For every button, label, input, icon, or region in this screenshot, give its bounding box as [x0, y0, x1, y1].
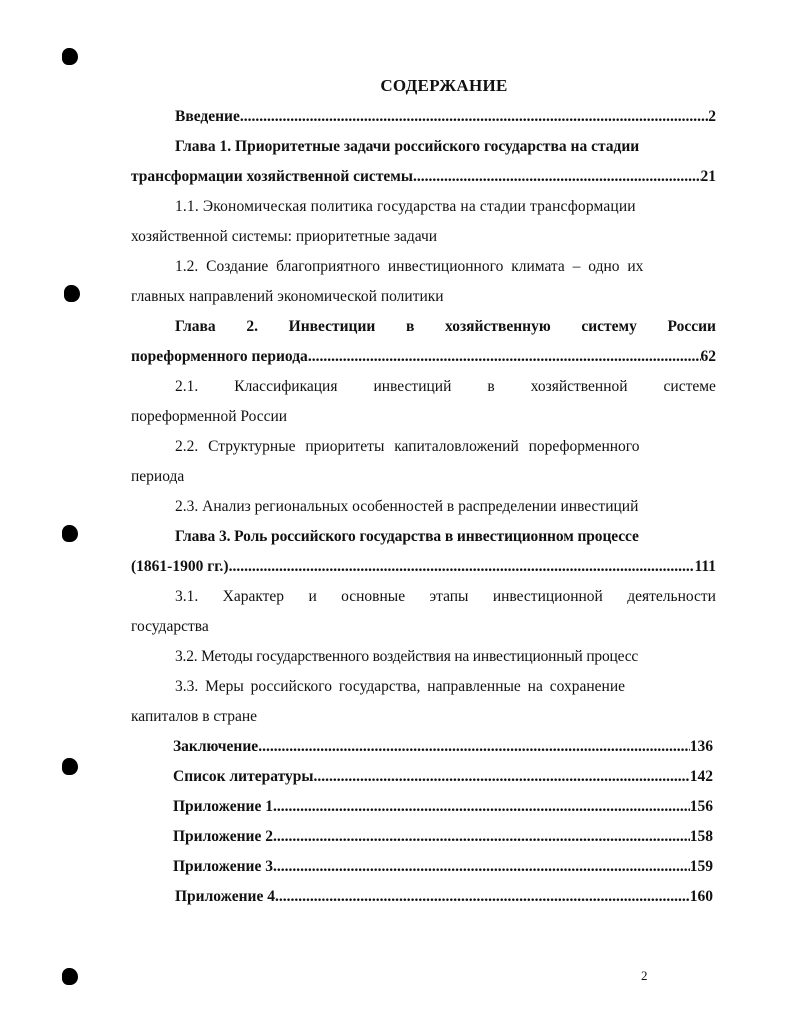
toc-word: системе: [663, 378, 716, 395]
toc-entry-appendix-4: [175, 886, 713, 908]
toc-section-3-3-line-1: 3.3. Меры российского государства, направленные на сохранение: [175, 678, 625, 695]
toc-entry-appendix-1: [173, 796, 713, 818]
toc-word: основные: [341, 588, 406, 605]
toc-label: Приложение 2: [173, 828, 273, 845]
toc-entry-appendix-2: [173, 826, 713, 848]
toc-chapter-2-line-1: [175, 316, 716, 338]
toc-word: и: [308, 588, 317, 605]
toc-page: 159: [689, 858, 713, 875]
toc-section-3-2-line-1: 3.2. Методы государственного воздействия на инвестиционный процесс: [175, 648, 639, 665]
punch-hole-mark: [62, 968, 78, 985]
page-number: 2: [641, 968, 648, 983]
toc-page: 142: [689, 768, 713, 785]
toc-page: 21: [700, 168, 716, 185]
toc-section-1-2-line-1: 1.2. Создание благоприятного инвестиционного климата – одно их: [175, 258, 644, 275]
toc-section-3-3-line-2: капиталов в стране: [131, 708, 258, 725]
toc-label: Введение: [175, 108, 240, 125]
toc-entry-conclusion: [173, 736, 713, 758]
leader-dots: [413, 166, 701, 188]
toc-word: хозяйственной: [530, 378, 628, 395]
toc-word: в: [405, 318, 415, 335]
toc-entry-appendix-3: [173, 856, 713, 878]
toc-entry-references: [173, 766, 713, 788]
toc-page: 111: [694, 558, 716, 575]
toc-label: Заключение: [173, 738, 259, 755]
toc-section-2-2-line-2: периода: [131, 468, 185, 485]
toc-page: 160: [689, 888, 713, 905]
toc-chapter-3-line-1: Глава 3. Роль российского государства в инвестиционном процессе: [175, 528, 639, 545]
toc-word: Инвестиции: [288, 318, 376, 335]
leader-dots: [240, 106, 708, 128]
toc-section-1-2-line-2: главных направлений экономической политики: [131, 288, 444, 305]
leader-dots: [273, 826, 690, 848]
toc-label: Приложение 1: [173, 798, 273, 815]
toc-chapter-1-line-1: Глава 1. Приоритетные задачи российского государства на стадии: [175, 138, 640, 155]
toc-word: инвестиций: [373, 378, 452, 395]
punch-hole-mark: [62, 48, 78, 65]
toc-word: 3.1.: [175, 588, 199, 605]
toc-page: 2: [708, 108, 716, 125]
toc-chapter-1-line-2: [131, 166, 716, 188]
toc-word: России: [667, 318, 716, 335]
toc-section-3-1-line-2: государства: [131, 618, 209, 635]
toc-chapter-3-line-2: [131, 556, 716, 578]
toc-entry-intro: [175, 106, 716, 128]
punch-hole-mark: [64, 285, 80, 302]
toc-word: Классификация: [234, 378, 338, 395]
toc-word: 2.1.: [175, 378, 199, 395]
toc-page: 156: [689, 798, 713, 815]
leader-dots: [273, 796, 690, 818]
toc-word: этапы: [429, 588, 469, 605]
toc-word: Глава: [175, 318, 216, 335]
toc-section-1-1-line-1: 1.1. Экономическая политика государства на стадии трансформации: [175, 198, 636, 215]
toc-section-2-1-line-2: пореформенной России: [131, 408, 288, 425]
toc-label: Приложение 4: [175, 888, 275, 905]
toc-chapter-2-line-2: [131, 346, 716, 368]
leader-dots: [275, 886, 690, 908]
toc-label: Список литературы: [173, 768, 314, 785]
punch-hole-mark: [62, 758, 78, 775]
toc-page: 158: [689, 828, 713, 845]
toc-label: трансформации хозяйственной системы: [131, 168, 413, 185]
toc-label: пореформенного периода: [131, 348, 308, 365]
leader-dots: [258, 736, 690, 758]
leader-dots: [229, 556, 695, 578]
toc-word: Характер: [222, 588, 285, 605]
toc-word: деятельности: [627, 588, 716, 605]
leader-dots: [273, 856, 690, 878]
leader-dots: [313, 766, 689, 788]
toc-word: хозяйственную: [445, 318, 551, 335]
punch-hole-mark: [62, 525, 78, 542]
toc-page: 136: [689, 738, 713, 755]
toc-section-2-2-line-1: 2.2. Структурные приоритеты капиталовложений пореформенного: [175, 438, 640, 455]
toc-section-2-1-line-1: [175, 376, 716, 398]
toc-label: Приложение 3: [173, 858, 273, 875]
toc-section-3-1-line-1: [175, 586, 716, 608]
toc-word: 2.: [246, 318, 258, 335]
page-title: СОДЕРЖАНИЕ: [380, 76, 508, 95]
toc-word: в: [487, 378, 495, 395]
toc-word: систему: [581, 318, 637, 335]
toc-label: (1861-1900 гг.): [131, 558, 229, 575]
leader-dots: [308, 346, 701, 368]
toc-section-2-3-line-1: 2.3. Анализ региональных особенностей в распределении инвестиций: [175, 498, 639, 515]
toc-word: инвестиционной: [492, 588, 603, 605]
toc-page: 62: [700, 348, 716, 365]
toc-section-1-1-line-2: хозяйственной системы: приоритетные задачи: [131, 228, 438, 245]
